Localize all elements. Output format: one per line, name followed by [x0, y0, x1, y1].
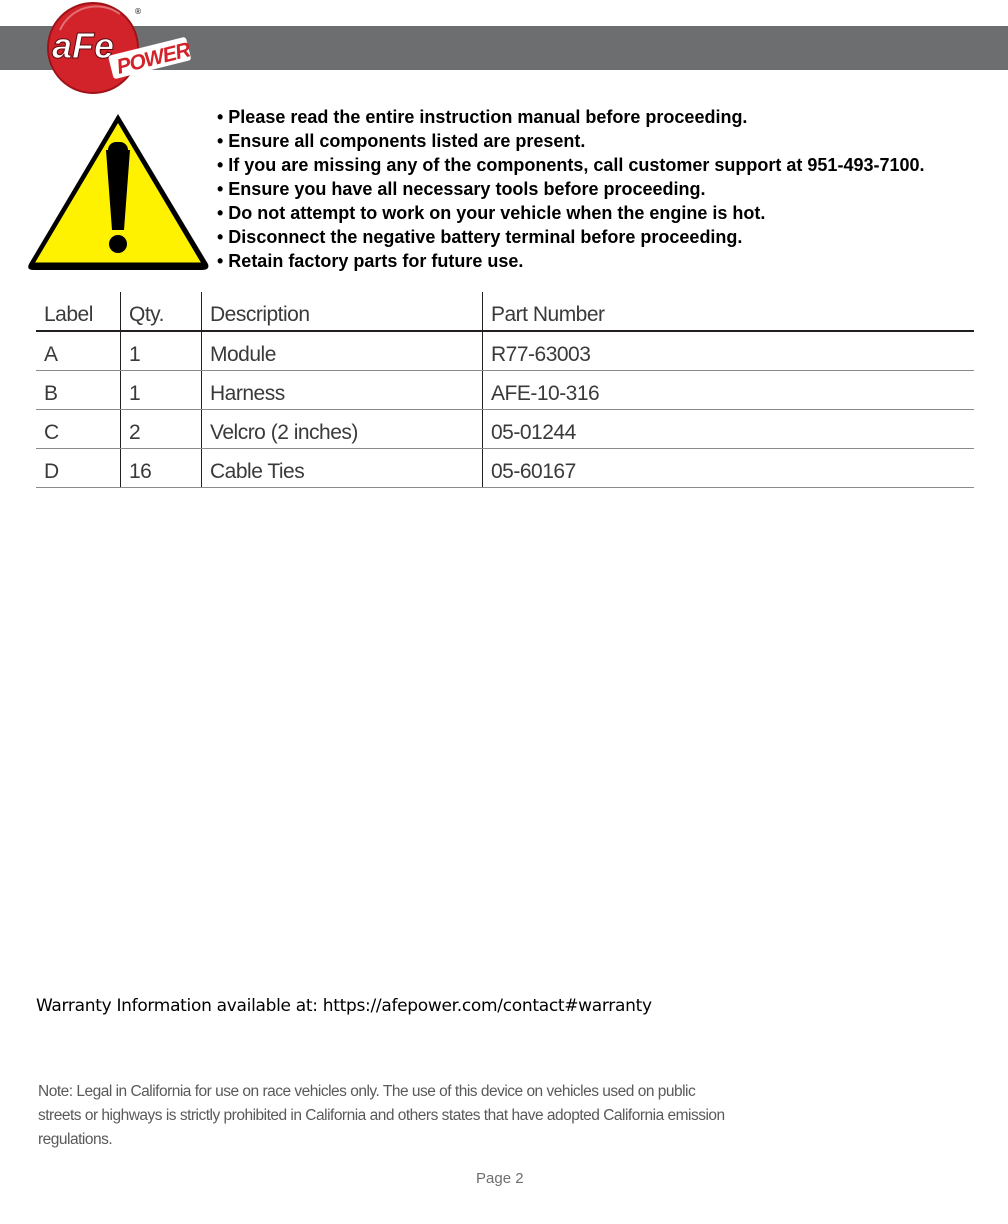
logo-text-sub: POWER — [114, 38, 193, 79]
cell-description: Module — [202, 331, 483, 371]
column-header-description: Description — [202, 292, 483, 331]
cell-part-number: 05-01244 — [483, 410, 975, 449]
precaution-item: • If you are missing any of the components, call customer support at 951-493-7100. — [217, 155, 925, 175]
warranty-info: Warranty Information available at: https://afepower.com/contact#warranty — [36, 996, 652, 1016]
cell-description: Cable Ties — [202, 449, 483, 488]
cell-label: A — [36, 331, 121, 371]
parts-table — [36, 292, 974, 488]
table-row — [36, 449, 974, 488]
cell-description: Velcro (2 inches) — [202, 410, 483, 449]
cell-qty: 1 — [121, 331, 202, 371]
cell-label: C — [36, 410, 121, 449]
table-row — [36, 410, 974, 449]
precaution-item: • Disconnect the negative battery terminal before proceeding. — [217, 227, 743, 247]
column-header-label: Label — [36, 292, 121, 331]
cell-label: D — [36, 449, 121, 488]
cell-qty: 1 — [121, 371, 202, 410]
precaution-list — [217, 105, 925, 273]
registered-mark: ® — [134, 7, 142, 16]
logo-text-main: aFe — [52, 25, 115, 66]
precaution-item: • Ensure you have all necessary tools before proceeding. — [217, 179, 706, 199]
page-number: Page 2 — [476, 1170, 524, 1187]
column-header-qty: Qty. — [121, 292, 202, 331]
warning-triangle-icon — [22, 108, 214, 276]
precaution-item: • Do not attempt to work on your vehicle when the engine is hot. — [217, 203, 766, 223]
precaution-item: • Ensure all components listed are present. — [217, 131, 586, 151]
cell-description: Harness — [202, 371, 483, 410]
cell-part-number: 05-60167 — [483, 449, 975, 488]
cell-part-number: R77-63003 — [483, 331, 975, 371]
cell-label: B — [36, 371, 121, 410]
table-row — [36, 331, 974, 371]
cell-part-number: AFE-10-316 — [483, 371, 975, 410]
afe-power-logo — [40, 0, 200, 100]
precaution-item: • Please read the entire instruction manual before proceeding. — [217, 107, 748, 127]
legal-note: Note: Legal in California for use on race vehicles only. The use of this device on vehicles used on public streets or highways is strictly prohibited in California and others states that have adopted California emission regulations. — [38, 1083, 725, 1148]
table-row — [36, 371, 974, 410]
column-header-part-number: Part Number — [483, 292, 975, 331]
cell-qty: 16 — [121, 449, 202, 488]
table-header-row — [36, 292, 974, 331]
cell-qty: 2 — [121, 410, 202, 449]
precaution-item: • Retain factory parts for future use. — [217, 251, 524, 271]
